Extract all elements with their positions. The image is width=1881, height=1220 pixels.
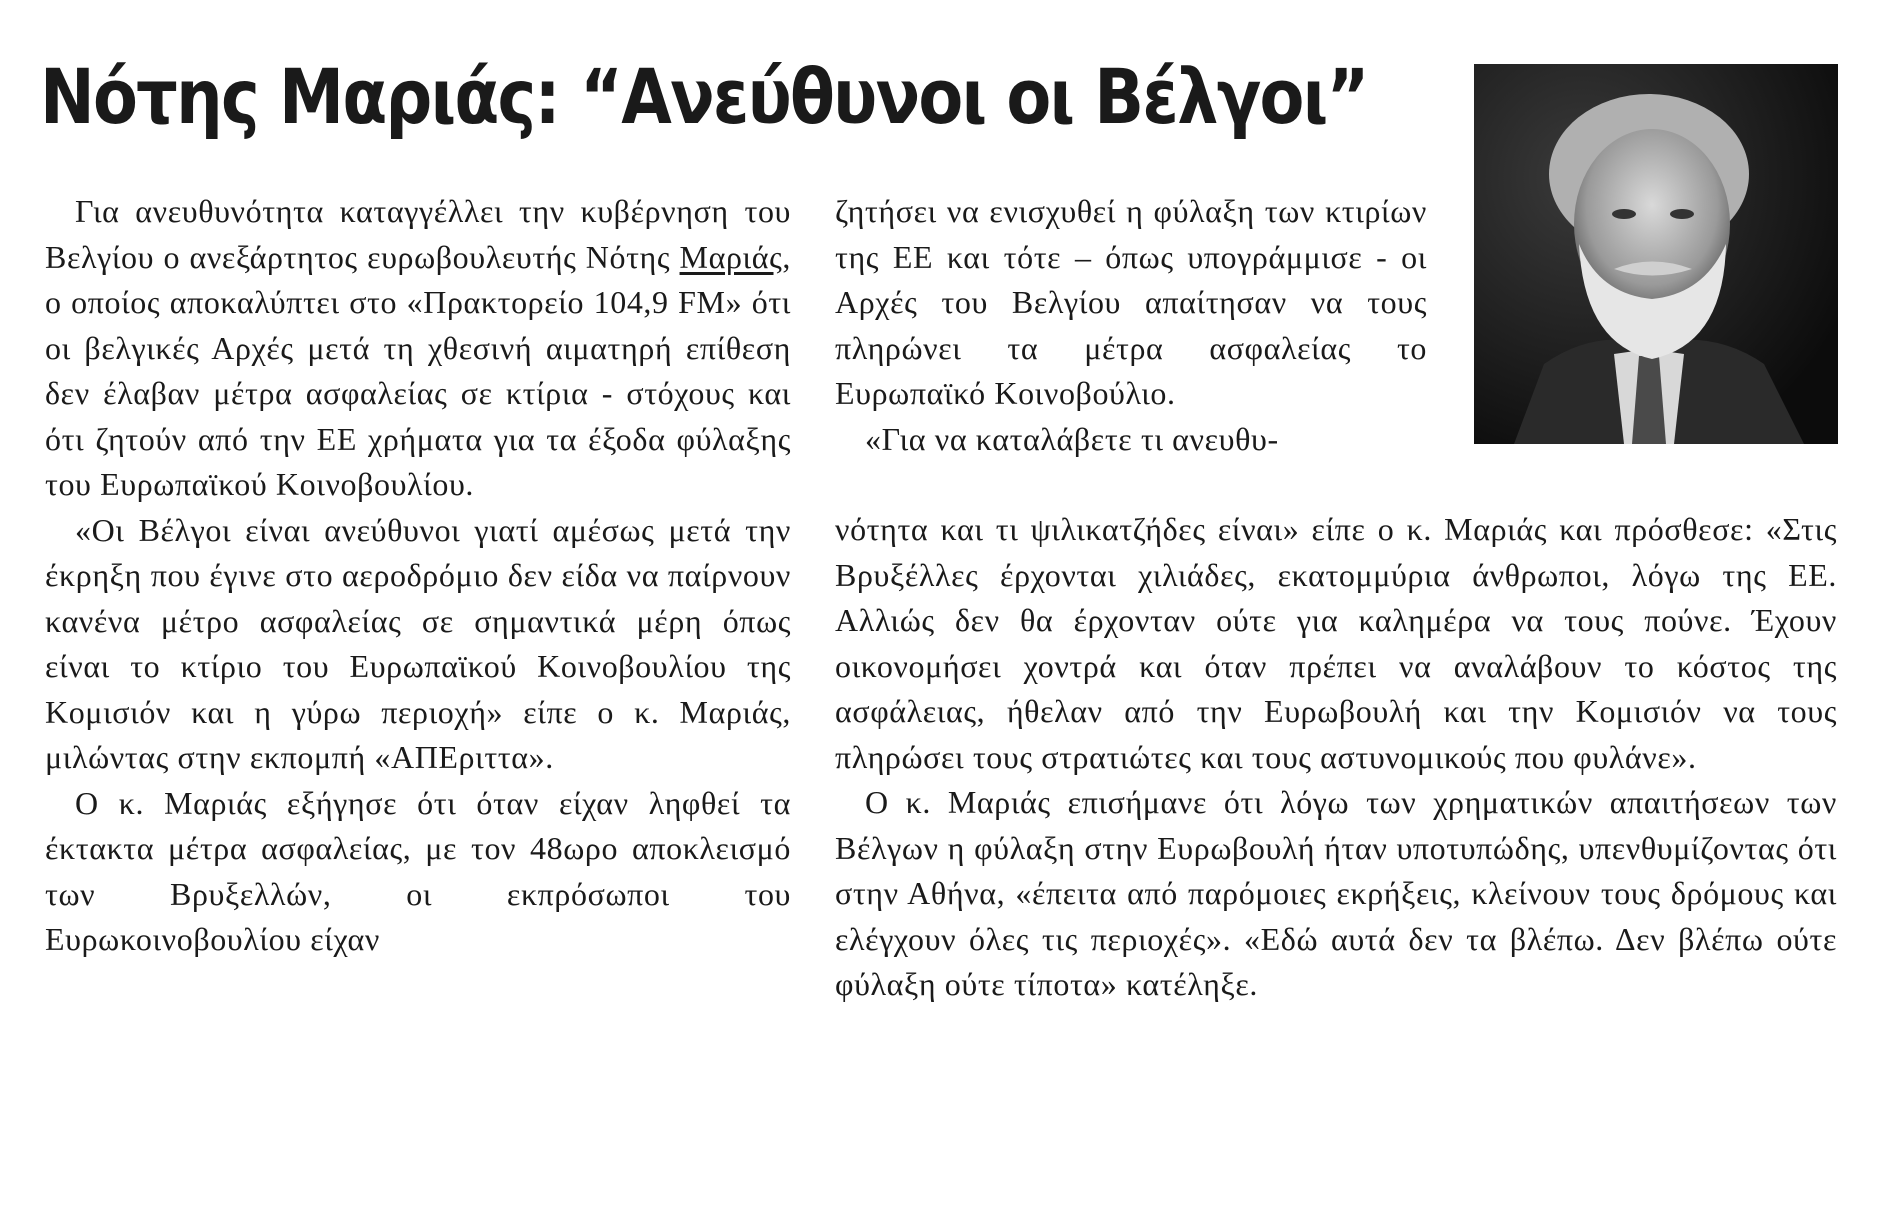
article-column-1 bbox=[45, 189, 791, 963]
paragraph: Ο κ. Μαριάς επισήμανε ότι λόγω των χρηματικών απαιτήσεων των Βέλγων η φύλαξη στην Ευρωβουλή ήταν υποτυπώδης, υπενθυμίζοντας ότι στην Αθήνα, «έπειτα από παρόμοιες εκρήξεις, κλείνουν τους δρόμους και ελέγχουν όλες τις περιοχές». «Εδώ αυτά δεν τα βλέπω. Δεν βλέπω ούτε φύλαξη ούτε τίποτα» κατέληξε. bbox=[835, 784, 1837, 1002]
paragraph: Ο κ. Μαριάς εξήγησε ότι όταν είχαν ληφθεί τα έκτακτα μέτρα ασφαλείας, με τον 48ωρο αποκλεισμό των Βρυξελλών, οι εκπρόσωποι του Ευρωκοινοβουλίου είχαν bbox=[45, 784, 791, 957]
portrait-icon bbox=[1474, 64, 1838, 444]
underlined-name: Μαριάς bbox=[679, 238, 783, 275]
article-column-2-bottom bbox=[835, 507, 1837, 1008]
paragraph: Για ανευθυνότητα καταγγέλλει την κυβέρνηση του Βελγίου ο ανεξάρτητος ευρωβουλευτής Νότης Μαριάς, ο οποίος αποκαλύπτει στο «Πρακτορείο 104,9 FM» ότι οι βελγικές Αρχές μετά τη χθεσινή αιματηρή επίθεση δεν έλαβαν μέτρα ασφαλείας σε κτίρια - στόχους και ότι ζητούν από την ΕΕ χρήματα για τα έξοδα φύλαξης του Ευρωπαϊκού Κοινοβουλίου. bbox=[45, 193, 791, 502]
paragraph: νότητα και τι ψιλικατζήδες είναι» είπε ο κ. Μαριάς και πρόσθεσε: «Στις Βρυξέλλες έρχονται χιλιάδες, εκατομμύρια άνθρωποι, λόγω της ΕΕ. Αλλιώς δεν θα έρχονταν ούτε για καλημέρα να τους πούνε. Έχουν οικονομήσει χοντρά και όταν πρέπει να αναλάβουν το κόστος της ασφάλειας, ήθελαν από την Ευρωβουλή και την Κομισιόν να τους πληρώσει τους στρατιώτες και τους αστυνομικούς που φυλάνε». bbox=[835, 511, 1837, 775]
article-column-2-top bbox=[835, 189, 1427, 462]
paragraph: «Οι Βέλγοι είναι ανεύθυνοι γιατί αμέσως μετά την έκρηξη που έγινε στο αεροδρόμιο δεν είδα να παίρνουν κανένα μέτρο ασφαλείας σε σημαντικά μέρη όπως είναι το κτίριο του Ευρωπαϊκού Κοινοβουλίου της Κομισιόν και η γύρω περιοχή» είπε ο κ. Μαριάς, μιλώντας στην εκπομπή «ΑΠΕριττα». bbox=[45, 511, 791, 775]
headline: Νότης Μαριάς: “Ανεύθυνοι οι Βέλγοι” bbox=[40, 52, 1368, 141]
paragraph-start: «Για να καταλάβετε τι ανευθυ- bbox=[865, 420, 1279, 457]
paragraph: ζητήσει να ενισχυθεί η φύλαξη των κτιρίων της ΕΕ και τότε – όπως υπογράμμισε - οι Αρχές του Βελγίου απαίτησαν να τους πληρώνει τα μέτρα ασφαλείας το Ευρωπαϊκό Κοινοβούλιο. bbox=[835, 193, 1427, 411]
portrait-photo bbox=[1474, 64, 1838, 444]
